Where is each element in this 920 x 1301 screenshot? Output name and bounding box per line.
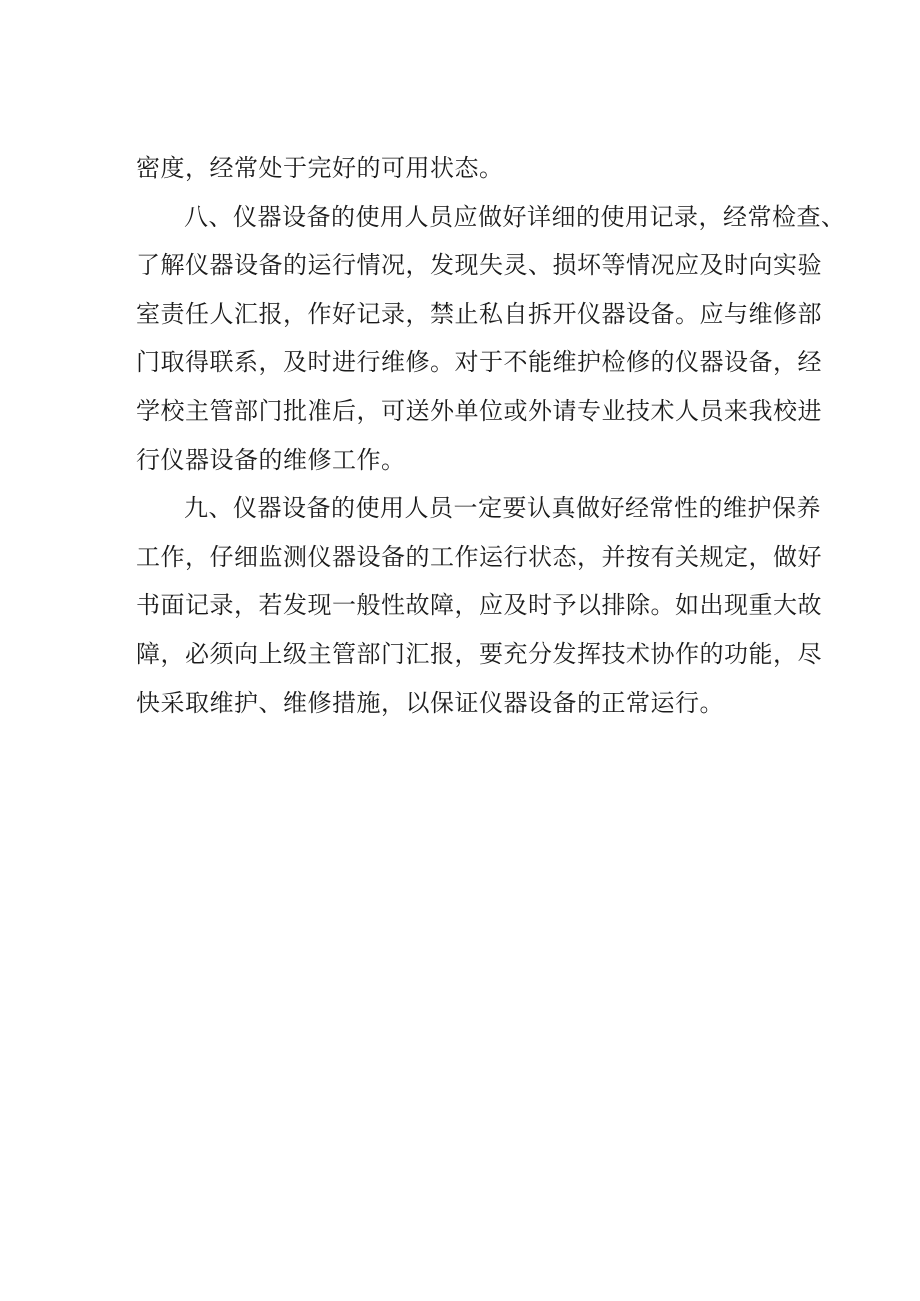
text-line: 室责任人汇报，作好记录，禁止私自拆开仪器设备。应与维修部: [136, 299, 822, 328]
document-body: [136, 144, 846, 727]
text-line: 障，必须向上级主管部门汇报，要充分发挥技术协作的功能，尽: [136, 639, 822, 668]
paragraph-continuation: [136, 144, 800, 193]
text-line: 书面记录，若发现一般性故障，应及时予以排除。如出现重大故: [136, 591, 822, 620]
text-line: 八、仪器设备的使用人员应做好详细的使用记录，经常检查、: [184, 202, 846, 231]
text-line: 学校主管部门批准后，可送外单位或外请专业技术人员来我校进: [136, 396, 822, 425]
text-line: 工作，仔细监测仪器设备的工作运行状态，并按有关规定，做好: [136, 542, 822, 571]
text-line: 快采取维护、维修措施，以保证仪器设备的正常运行。: [136, 688, 724, 717]
text-line: 行仪器设备的维修工作。: [136, 445, 406, 474]
text-line: 九、仪器设备的使用人员一定要认真做好经常性的维护保养: [184, 494, 821, 523]
paragraph-item-8: [136, 193, 846, 485]
text-line: 门取得联系，及时进行维修。对于不能维护检修的仪器设备，经: [136, 348, 822, 377]
text-line: 了解仪器设备的运行情况，发现失灵、损坏等情况应及时向实验: [136, 251, 822, 280]
text-line: 密度，经常处于完好的可用状态。: [136, 154, 504, 182]
paragraph-item-9: [136, 484, 822, 727]
